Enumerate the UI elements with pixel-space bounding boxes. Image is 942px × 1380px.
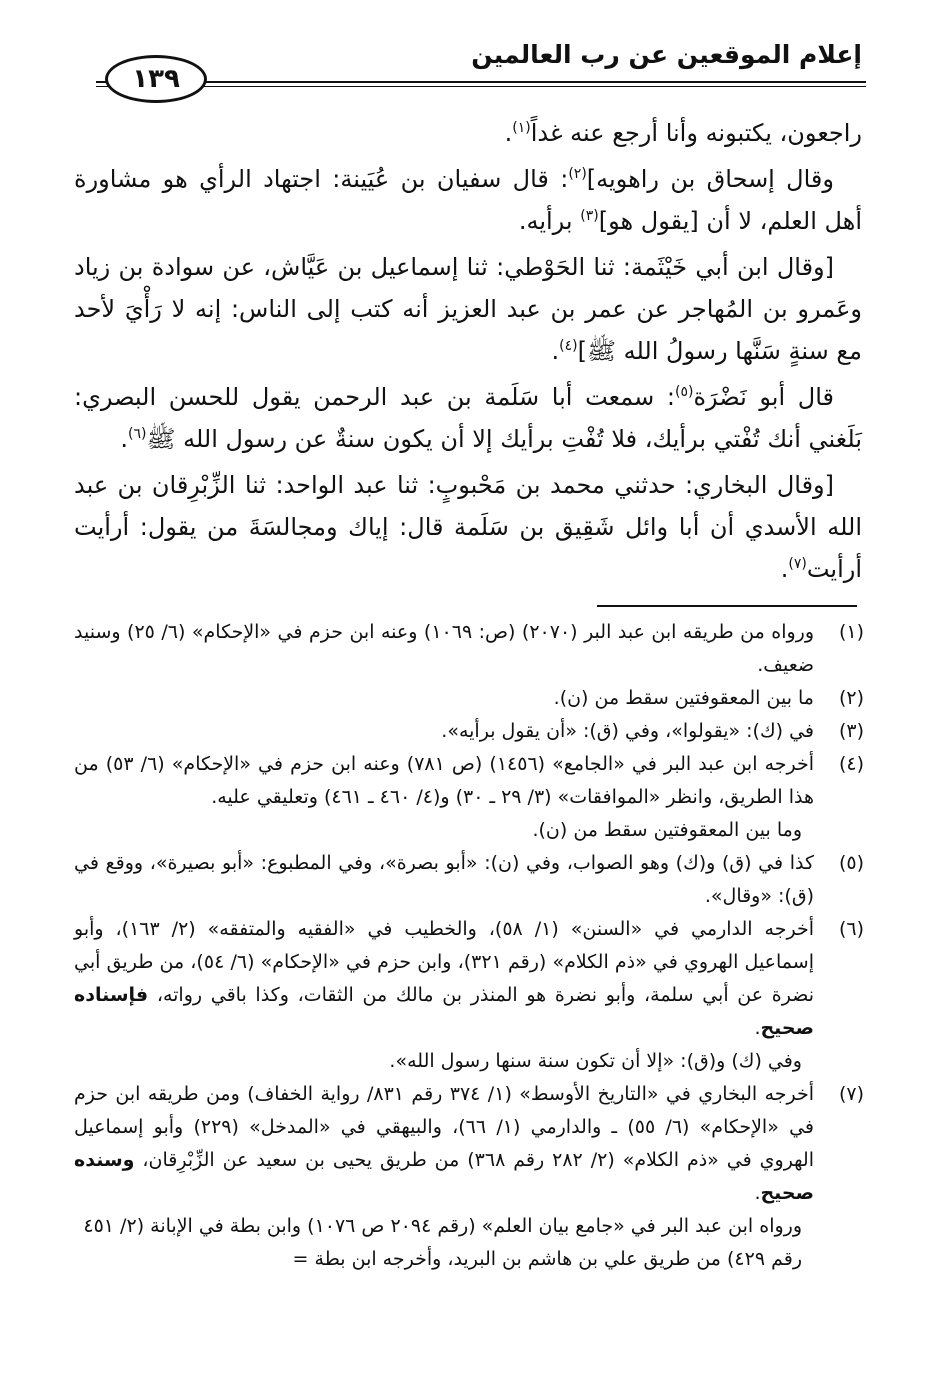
footnote-5 <box>74 847 864 913</box>
footnote-4 <box>74 748 864 814</box>
footnote-ref: (٣) <box>580 208 599 224</box>
footnote-number: (٦) <box>838 918 864 940</box>
footnote-1 <box>74 616 864 682</box>
footnote-number: (٥) <box>838 852 864 874</box>
footnote-6-note: وفي (ك) و(ق): «إلا أن تكون سنة سنها رسول الله». <box>389 1050 802 1072</box>
footnote-3 <box>74 715 864 748</box>
footnotes <box>74 616 864 1276</box>
paragraph-2: وقال إسحاق بن راهويه]$^{(٢)}$: قال سفيان بن عُيَينة: اجتهاد الرأي هو مشاورة أهل العلم، لا أن [يقول هو]$^{(٣)}$ برأيه. <box>74 165 862 235</box>
verdict-bold: وسنده صحيح <box>74 1149 814 1204</box>
header-rule <box>96 81 866 87</box>
main-text <box>74 112 862 594</box>
verdict-bold: فإسناده صحيح <box>74 984 814 1039</box>
footnote-6 <box>74 913 864 1045</box>
footnote-ref: (٢) <box>568 166 587 182</box>
running-header-title: إعلام الموقعين عن رب العالمين <box>471 40 862 69</box>
footnote-number: (٤) <box>838 753 864 775</box>
footnote-text: أخرجه البخاري في «التاريخ الأوسط» (١/ ٣٧٤ رقم ٨٣١/ رواية الخفاف) ومن طريقه ابن حزم في «الإحكام» (٦/ ٥٥) ـ والدارمي (١/ ٦٦)، والبيهقي في «المدخل» (٢٢٩) وأبو إسماعيل الهروي في «ذم الكلام» (٢/ ٢٨٢ رقم ٣٦٨) من طريق يحيى بن سعيد عن الزِّبْرِقان، وسنده صحيح. <box>74 1083 815 1204</box>
page-number: ١٣٩ <box>105 55 207 103</box>
footnote-text: أخرجه ابن عبد البر في «الجامع» (١٤٥٦) (ص ٧٨١) وعنه ابن حزم في «الإحكام» (٦/ ٥٣) من هذا الطريق، وانظر «الموافقات» (٣/ ٢٩ ـ ٣٠) و(٤/ ٤٦٠ ـ ٤٦١) وتعليقي عليه. <box>74 753 815 808</box>
footnote-ref: (٥) <box>674 384 694 400</box>
footnote-text: أخرجه الدارمي في «السنن» (١/ ٥٨)، والخطيب في «الفقيه والمتفقه» (٢/ ١٦٣)، وأبو إسماعيل الهروي في «ذم الكلام» (رقم ٣٢١)، وابن حزم في «الإحكام» (٦/ ٥٤)، من طريق أبي نضرة عن أبي سلمة، وأبو نضرة هو المنذر بن مالك من الثقات، وكذا باقي رواته، فإسناده صحيح. <box>74 918 814 1039</box>
footnote-7 <box>74 1078 864 1210</box>
footnote-number: (٢) <box>838 687 864 709</box>
footnote-2 <box>74 682 864 715</box>
paragraph-4: قال أبو نَضْرَة$^{(٥)}$: سمعت أبا سَلَمة بن عبد الرحمن يقول للحسن البصري: بَلَغني أنك تُفْتي برأيك، فلا تُفْتِ برأيك إلا أن يكون سنةٌ عن رسول الله ﷺ$^{(٦)}$. <box>74 383 862 453</box>
footnote-text: كذا في (ق) و(ك) وهو الصواب، وفي (ن): «أبو بصرة»، وفي المطبوع: «أبو بصيرة»، ووقع في (ق): «وقال». <box>74 852 814 907</box>
paragraph-5: [وقال البخاري: حدثني محمد بن مَحْبوبٍ: ثنا عبد الواحد: ثنا الزِّبْرِقان بن عبد الله الأسدي أن أبا وائل شَقِيق بن سَلَمة قال: إياك ومجالسَةَ من يقول: أرأيت أرأيت$^{(٧)}$. <box>74 471 862 583</box>
footnote-number: (٣) <box>838 720 864 742</box>
footnote-ref: (١) <box>512 120 531 136</box>
footnote-text: ورواه من طريقه ابن عبد البر (٢٠٧٠) (ص: ١٠٦٩) وعنه ابن حزم في «الإحكام» (٦/ ٢٥) وسنيد ضعيف. <box>74 621 814 676</box>
footnote-text: في (ك): «يقولوا»، وفي (ق): «أن يقول برأيه». <box>441 720 814 742</box>
footnote-ref: (٧) <box>788 556 807 572</box>
footnote-4-note: وما بين المعقوفتين سقط من (ن). <box>532 819 802 841</box>
footnote-text: ما بين المعقوفتين سقط من (ن). <box>553 687 814 709</box>
footnote-number: (١) <box>838 621 864 643</box>
footnote-7-continuation: ورواه ابن عبد البر في «جامع بيان العلم» (رقم ٢٠٩٤ ص ١٠٧٦) وابن بطة في الإبانة (٢/ ٤٥١ رقم ٤٢٩) من طريق علي بن هاشم بن البريد، وأخرجه ابن بطة = <box>83 1215 802 1270</box>
paragraph-3: [وقال ابن أبي خَيْثَمة: ثنا الحَوْطي: ثنا إسماعيل بن عَيَّاش، عن سوادة بن زياد وعَمرو بن المُهاجر عن عمر بن عبد العزيز أنه كتب إلى الناس: إنه لا رَأْيَ لأحد مع سنةٍ سَنَّها رسولُ الله ﷺ]$^{(٤)}$. <box>74 253 862 365</box>
footnote-ref: (٤) <box>559 338 578 354</box>
footnote-number: (٧) <box>838 1083 864 1105</box>
paragraph-1: راجعون، يكتبونه وأنا أرجع عنه غداً$^{(١)}$. <box>504 119 862 147</box>
footnote-ref: (٦) <box>127 426 147 442</box>
footnote-separator <box>597 605 857 607</box>
